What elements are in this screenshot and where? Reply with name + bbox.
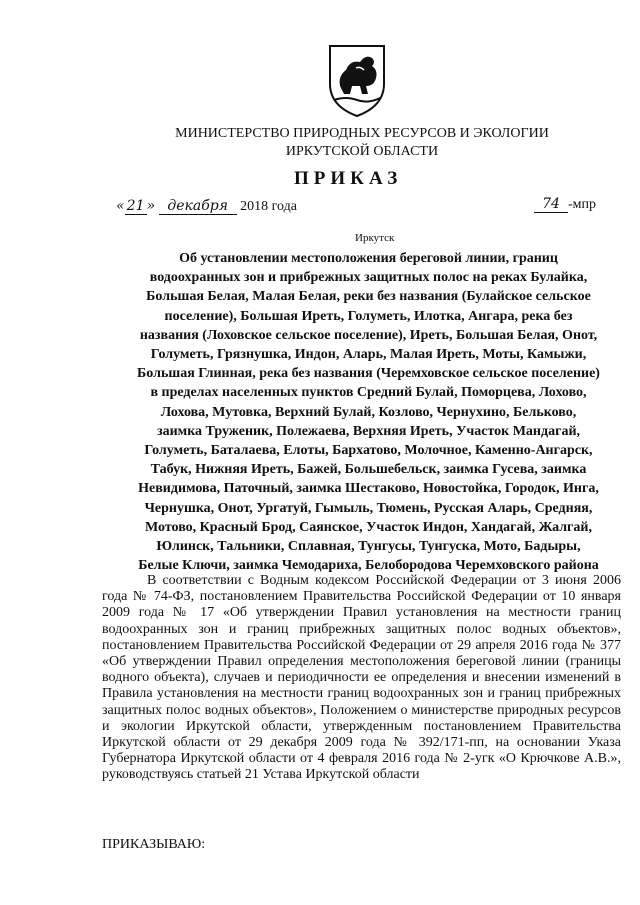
- subject-line: Большая Глинная, река без названия (Черемховское сельское поселение): [137, 366, 600, 382]
- subject-line: Голуметь, Грязнушка, Индон, Аларь, Малая Иреть, Моты, Камыжи,: [150, 347, 587, 363]
- order-number-suffix: -мпр: [568, 197, 597, 212]
- subject-line: Об установлении местоположения береговой линии, границ: [179, 251, 558, 266]
- ministry-name-line2: ИРКУТСКОЙ ОБЛАСТИ: [285, 144, 439, 159]
- order-directive: ПРИКАЗЫВАЮ:: [102, 837, 206, 852]
- subject-line: заимка Труженик, Полежаева, Верхняя Иреть, Участок Мандагай,: [156, 423, 581, 439]
- subject-line: Табук, Нижняя Иреть, Бажей, Большебельск, заимка Гусева, заимка: [150, 462, 587, 478]
- order-subject: [116, 249, 621, 575]
- body-paragraph: В соответствии с Водным кодексом Российской Федерации от 3 июня 2006 года № 74-ФЗ, постановлением Правительства Российской Федерации от 10 января 2009 года № 17 «Об утверждении Правил установления на местности границ водоохранных зон и границ прибрежных защитных полос водных объектов», постановлением Правительства Российской Федерации от 29 апреля 2016 года № 377 «Об утверждении Правил определения местоположения береговой линии (границы водного объекта), случаев и периодичности ее определения и внесении изменений в Правила установления на местности границ водоохранных зон и границ прибрежных защитных полос водных объектов», Положением о министерстве природных ресурсов и экологии Иркутской области, утвержденным постановлением Правительства Иркутской области от 29 декабря 2009 года № 392/171-пп, на основании Указа Губернатора Иркутской области от 4 февраля 2016 года № 2-угк «О Крючкове А.В.», руководствуясь статьей 21 Устава Иркутской области: [102, 573, 621, 783]
- subject-line: в пределах населенных пунктов Средний Булай, Поморцева, Лохово,: [150, 385, 587, 401]
- order-body: [102, 573, 621, 784]
- subject-line: Белые Ключи, заимка Чемодариха, Белобородова Черемховского района: [138, 558, 599, 574]
- quote-open: «: [116, 198, 125, 214]
- document-title: ПРИКАЗ: [294, 168, 403, 189]
- subject-line: Мотово, Красный Брод, Саянское, Участок Индон, Хандагай, Жалгай,: [145, 519, 592, 535]
- order-day: 21: [125, 198, 147, 215]
- subject-line: Большая Белая, Малая Белая, реки без названия (Булайское сельское: [146, 289, 591, 305]
- order-number: [534, 196, 596, 213]
- subject-line: Лохова, Мутовка, Верхний Булай, Козлово, Чернухино, Бельково,: [160, 404, 577, 420]
- subject-line: Юлинск, Тальники, Сплавная, Тунгусы, Тунгуска, Мото, Бадыры,: [156, 539, 581, 555]
- city-name: Иркутск: [355, 232, 395, 244]
- subject-line: названия (Лоховское сельское поселение), Иреть, Большая Белая, Онот,: [139, 327, 598, 343]
- subject-line: водоохранных зон и прибрежных защитных полос на реках Булайка,: [149, 270, 588, 286]
- order-number-value: 74: [534, 196, 568, 213]
- subject-line: поселение), Большая Иреть, Голуметь, Илотка, Ангара, река без: [164, 308, 573, 324]
- order-year: 2018 года: [240, 199, 297, 214]
- ministry-name-line1: МИНИСТЕРСТВО ПРИРОДНЫХ РЕСУРСОВ И ЭКОЛОГИИ: [175, 126, 549, 141]
- order-date: [116, 198, 297, 215]
- subject-line: Невидимова, Паточный, заимка Шестаково, Новостойка, Городок, Инга,: [138, 481, 599, 497]
- order-month: декабря: [159, 198, 237, 215]
- subject-line: Голуметь, Баталаева, Елоты, Бархатово, Молочное, Каменно-Ангарск,: [144, 443, 593, 459]
- quote-close: »: [146, 198, 156, 214]
- subject-line: Чернушка, Онот, Ургатуй, Гымыль, Тюмень, Русская Аларь, Средняя,: [144, 500, 593, 516]
- coat-of-arms-icon: [326, 40, 388, 120]
